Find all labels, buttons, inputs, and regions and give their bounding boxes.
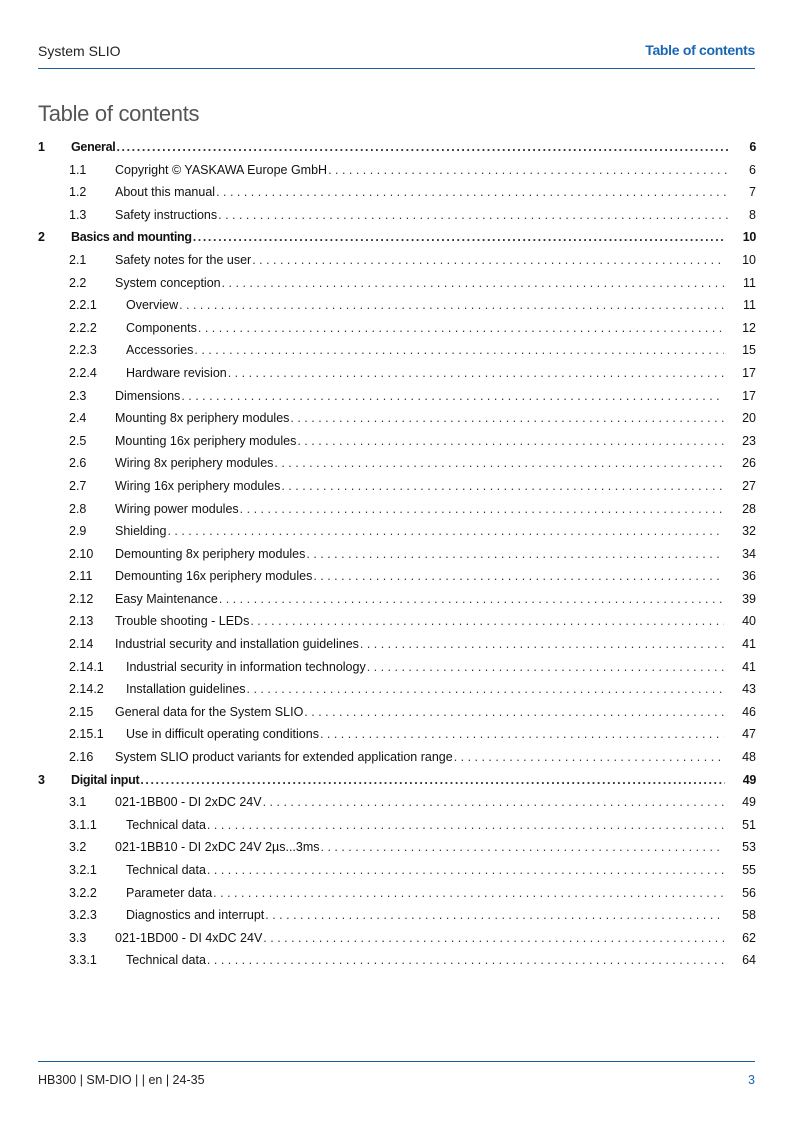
toc-entry-number: 2.16: [69, 750, 94, 765]
toc-entry-title[interactable]: Basics and mounting: [71, 230, 192, 245]
toc-entry-number: 2.9: [69, 524, 87, 539]
toc-entry-page: 11: [743, 275, 756, 290]
toc-dot-leader: [218, 208, 728, 222]
toc-entry[interactable]: [38, 769, 756, 792]
toc-dot-leader: [454, 750, 724, 764]
toc-entry-title[interactable]: Copyright © YASKAWA Europe GmbH: [115, 162, 328, 177]
toc-entry-title[interactable]: 021-1BB10 - DI 2xDC 24V 2µs...3ms: [115, 840, 320, 855]
toc-entry-line: [38, 321, 756, 335]
toc-entry-number: 2.12: [69, 591, 94, 606]
toc-entry[interactable]: [38, 498, 756, 521]
toc-entry-page: 41: [742, 659, 756, 674]
header-product-name: System SLIO: [38, 43, 121, 59]
toc-dot-leader: [181, 389, 724, 403]
toc-entry-page: 49: [742, 795, 756, 810]
toc-entry[interactable]: [38, 226, 756, 249]
toc-entry-number: 2.8: [69, 501, 87, 516]
toc-entry[interactable]: [38, 317, 756, 340]
toc-entry-line: [38, 524, 756, 538]
toc-entry-page: 28: [742, 501, 756, 516]
toc-entry-page: 51: [742, 817, 756, 832]
toc-entry-number: 3.1: [69, 795, 87, 810]
toc-entry-title[interactable]: Components: [126, 320, 197, 335]
page-footer: [38, 1061, 755, 1087]
toc-entry-page: 39: [742, 591, 756, 606]
toc-dot-leader: [207, 863, 724, 877]
toc-dot-leader: [198, 321, 724, 335]
toc-entry-page: 8: [749, 207, 756, 222]
toc-dot-leader: [263, 795, 724, 809]
toc-entry-title[interactable]: Trouble shooting - LEDs: [115, 614, 250, 629]
toc-dot-leader: [222, 276, 725, 290]
toc-entry-line: [38, 276, 756, 290]
page-header: [38, 40, 755, 69]
toc-entry-title[interactable]: Safety instructions: [115, 207, 218, 222]
toc-entry[interactable]: [38, 904, 756, 927]
toc-entry-line: [38, 343, 756, 357]
toc-dot-leader: [252, 253, 724, 267]
toc-entry-number: 3.2.2: [69, 885, 97, 900]
toc-entry-title[interactable]: Accessories: [126, 343, 194, 358]
toc-entry-line: [38, 592, 756, 606]
toc-entry-title[interactable]: Parameter data: [126, 885, 213, 900]
toc-entry[interactable]: [38, 362, 756, 385]
toc-entry-number: 2.13: [69, 614, 94, 629]
toc-entry-number: 2: [38, 230, 45, 245]
toc-dot-leader: [360, 637, 724, 651]
toc-entry[interactable]: [38, 181, 756, 204]
toc-entry-line: [38, 479, 756, 493]
toc-entry-page: 7: [749, 185, 756, 200]
toc-entry-line: [38, 908, 756, 922]
toc-entry-number: 2.15.1: [69, 727, 104, 742]
toc-entry[interactable]: [38, 814, 756, 837]
toc-entry-line: [38, 682, 756, 696]
toc-entry-line: [38, 185, 756, 199]
toc-entry-page: 53: [742, 840, 756, 855]
toc-entry-line: [38, 411, 756, 425]
toc-entry[interactable]: [38, 701, 756, 724]
toc-entry-title[interactable]: Industrial security and installation guidelines: [115, 637, 359, 652]
toc-entry-line: [38, 208, 756, 222]
toc-entry[interactable]: [38, 339, 756, 362]
header-section-title: Table of contents: [645, 42, 755, 58]
toc-dot-leader: [219, 592, 724, 606]
toc-entry-line: [38, 230, 756, 244]
toc-entry-number: 2.4: [69, 411, 87, 426]
toc-entry-number: 1: [38, 140, 45, 154]
toc-entry-title[interactable]: Dimensions: [115, 388, 181, 403]
toc-entry-page: 27: [742, 478, 756, 493]
toc-entry[interactable]: [38, 836, 756, 859]
toc-entry-line: [38, 389, 756, 403]
toc-entry-page: 62: [742, 930, 756, 945]
toc-entry-title[interactable]: Technical data: [126, 953, 206, 968]
toc-entry[interactable]: [38, 159, 756, 182]
toc-entry[interactable]: [38, 678, 756, 701]
toc-entry[interactable]: [38, 633, 756, 656]
footer-page-number: 3: [748, 1073, 755, 1087]
toc-entry-line: [38, 298, 756, 312]
toc-entry-number: 3.2.3: [69, 908, 97, 923]
toc-dot-leader: [297, 434, 724, 448]
toc-dot-leader: [216, 185, 728, 199]
toc-entry-number: 3.2.1: [69, 863, 97, 877]
toc-entry-number: 3.1.1: [69, 817, 97, 832]
toc-entry-page: 11: [743, 298, 756, 313]
toc-entry[interactable]: [38, 588, 756, 611]
toc-dot-leader: [274, 456, 724, 470]
toc-entry-page: 46: [742, 704, 756, 719]
toc-dot-leader: [313, 569, 724, 583]
toc-dot-leader: [228, 366, 724, 380]
toc-entry-page: 15: [742, 343, 756, 358]
toc-entry[interactable]: [38, 294, 756, 317]
toc-entry[interactable]: [38, 452, 756, 475]
toc-entry-page: 12: [742, 320, 756, 335]
toc-entry-title[interactable]: About this manual: [115, 185, 216, 200]
toc-entry-title[interactable]: System conception: [115, 275, 221, 290]
toc-entry-number: 1.1: [69, 162, 87, 177]
toc-entry-line: [38, 366, 756, 380]
toc-entry[interactable]: [38, 859, 756, 882]
toc-entry-number: 2.14: [69, 637, 94, 652]
toc-entry-title[interactable]: Overview: [126, 298, 179, 313]
toc-entry-line: [38, 140, 756, 154]
toc-dot-leader: [179, 298, 725, 312]
toc-entry-page: 36: [742, 569, 756, 584]
toc-entry-number: 1.2: [69, 185, 87, 200]
toc-dot-leader: [240, 502, 724, 516]
toc-entry-title[interactable]: Wiring 8x periphery modules: [115, 456, 274, 471]
toc-entry-line: [38, 727, 756, 741]
toc-entry[interactable]: [38, 204, 756, 227]
toc-entry-line: [38, 569, 756, 583]
toc-entry-title[interactable]: Industrial security in information technology: [126, 659, 366, 674]
toc-entry-page: 17: [742, 388, 756, 403]
page-title: Table of contents: [38, 101, 200, 126]
toc-dot-leader: [167, 524, 724, 538]
toc-dot-leader: [193, 230, 725, 244]
toc-entry-line: [38, 818, 756, 832]
toc-entry-number: 2.11: [69, 569, 93, 584]
toc-entry-page: 6: [749, 140, 756, 154]
toc-entry-title[interactable]: Hardware revision: [126, 365, 227, 380]
toc-entry-line: [38, 456, 756, 470]
toc-dot-leader: [250, 614, 724, 628]
toc-entry-line: [38, 660, 756, 674]
toc-entry-title[interactable]: 021-1BB00 - DI 2xDC 24V: [115, 795, 262, 810]
toc-entry-page: 23: [742, 433, 756, 448]
toc-entry-line: [38, 502, 756, 516]
toc-entry-title[interactable]: Safety notes for the user: [115, 252, 252, 267]
toc-dot-leader: [194, 343, 724, 357]
toc-entry-line: [38, 750, 756, 764]
toc-entry-line: [38, 863, 756, 877]
toc-entry[interactable]: [38, 949, 756, 972]
toc-entry-line: [38, 614, 756, 628]
toc-entry-page: 6: [749, 162, 756, 177]
toc-entry-number: 2.3: [69, 388, 87, 403]
toc-entry-number: 2.5: [69, 433, 87, 448]
toc-entry[interactable]: [38, 746, 756, 769]
toc-entry-title[interactable]: Demounting 16x periphery modules: [115, 569, 313, 584]
toc-entry[interactable]: [38, 430, 756, 453]
toc-entry-page: 64: [742, 953, 756, 968]
toc-entry-page: 26: [742, 456, 756, 471]
toc-entry-title[interactable]: General data for the System SLIO: [115, 704, 304, 719]
toc-entry-line: [38, 886, 756, 900]
toc-entry-title[interactable]: Easy Maintenance: [115, 591, 218, 606]
toc-entry-line: [38, 637, 756, 651]
toc-entry[interactable]: [38, 475, 756, 498]
toc-dot-leader: [320, 727, 724, 741]
toc-entry-page: 56: [742, 885, 756, 900]
toc-entry-number: 2.2: [69, 275, 87, 290]
toc-entry-page: 10: [742, 230, 756, 245]
toc-entry-number: 2.15: [69, 704, 94, 719]
toc-entry[interactable]: [38, 610, 756, 633]
toc-entry-line: [38, 705, 756, 719]
toc-entry[interactable]: [38, 723, 756, 746]
toc-entry-number: 2.6: [69, 456, 87, 471]
toc-dot-leader: [304, 705, 724, 719]
toc-entry-line: [38, 953, 756, 967]
toc-entry-page: 40: [742, 614, 756, 629]
toc-entry-title[interactable]: General: [71, 140, 116, 154]
toc-entry-page: 48: [742, 750, 756, 765]
toc-entry-page: 20: [742, 411, 756, 426]
toc-entry-title[interactable]: 021-1BD00 - DI 4xDC 24V: [115, 930, 263, 945]
toc-dot-leader: [207, 953, 724, 967]
toc-entry-page: 34: [742, 546, 756, 561]
toc-dot-leader: [207, 818, 724, 832]
toc-dot-leader: [328, 163, 728, 177]
toc-entry-number: 3.3.1: [69, 953, 97, 968]
toc-dot-leader: [306, 547, 724, 561]
toc-entry-page: 58: [742, 908, 756, 923]
toc-entry-number: 2.2.4: [69, 365, 97, 380]
toc-entry-number: 2.14.1: [69, 659, 104, 674]
toc-entry[interactable]: [38, 407, 756, 430]
toc-entry-title[interactable]: Use in difficult operating conditions: [126, 727, 319, 742]
toc-entry[interactable]: [38, 272, 756, 295]
toc-dot-leader: [367, 660, 724, 674]
toc-entry-number: 2.2.1: [69, 298, 97, 313]
toc-entry-title[interactable]: Diagnostics and interrupt: [126, 908, 265, 923]
toc-entry-number: 2.7: [69, 478, 87, 493]
toc-dot-leader: [265, 908, 724, 922]
toc-entry-line: [38, 931, 756, 945]
toc-entry-title[interactable]: Mounting 16x periphery modules: [115, 433, 297, 448]
toc-entry[interactable]: [38, 543, 756, 566]
toc-entry-line: [38, 795, 756, 809]
toc-dot-leader: [281, 479, 724, 493]
toc-entry-line: [38, 840, 756, 854]
toc-entry-number: 3: [38, 772, 45, 787]
toc-entry[interactable]: [38, 565, 756, 588]
toc-entry-page: 32: [742, 524, 756, 539]
footer-document-id: HB300 | SM-DIO | | en | 24-35: [38, 1073, 205, 1087]
toc-dot-leader: [213, 886, 724, 900]
toc-entry[interactable]: [38, 249, 756, 272]
toc-entry[interactable]: [38, 927, 756, 950]
toc-entry-title[interactable]: Mounting 8x periphery modules: [115, 411, 290, 426]
toc-entry-title[interactable]: Wiring 16x periphery modules: [115, 478, 281, 493]
toc-entry[interactable]: [38, 656, 756, 679]
toc-entry-page: 41: [742, 637, 756, 652]
toc-entry-number: 2.10: [69, 546, 94, 561]
toc-entry-title[interactable]: Demounting 8x periphery modules: [115, 546, 306, 561]
toc-entry-line: [38, 434, 756, 448]
toc-entry[interactable]: [38, 385, 756, 408]
toc-entry-page: 55: [742, 863, 756, 877]
toc-entry-title[interactable]: Digital input: [71, 772, 140, 787]
toc-entry[interactable]: [38, 882, 756, 905]
toc-entry-page: 43: [742, 682, 756, 697]
toc-entry-page: 47: [742, 727, 756, 742]
toc-dot-leader: [263, 931, 724, 945]
toc-entry[interactable]: [38, 791, 756, 814]
toc-entry-page: 10: [742, 252, 756, 267]
toc-dot-leader: [247, 682, 725, 696]
toc-entry-title[interactable]: Wiring power modules: [115, 501, 239, 516]
toc-entry-title[interactable]: System SLIO product variants for extended application range: [115, 750, 453, 765]
toc-dot-leader: [321, 840, 725, 854]
toc-entry-number: 2.1: [69, 252, 87, 267]
toc-entry-number: 3.3: [69, 930, 87, 945]
table-of-contents: [38, 136, 756, 972]
toc-entry-number: 1.3: [69, 207, 87, 222]
toc-entry-title[interactable]: Shielding: [115, 524, 167, 539]
toc-entry-line: [38, 253, 756, 267]
toc-entry-page: 49: [742, 772, 756, 787]
toc-entry-page: 17: [742, 365, 756, 380]
toc-entry[interactable]: [38, 520, 756, 543]
toc-entry-title[interactable]: Technical data: [126, 863, 206, 877]
toc-entry-title[interactable]: Installation guidelines: [126, 682, 246, 697]
toc-entry-number: 2.2.3: [69, 343, 97, 358]
toc-dot-leader: [116, 140, 728, 154]
toc-entry-title[interactable]: Technical data: [126, 817, 206, 832]
toc-entry[interactable]: [38, 136, 756, 159]
toc-dot-leader: [290, 411, 724, 425]
toc-entry-number: 2.14.2: [69, 682, 104, 697]
toc-entry-line: [38, 547, 756, 561]
toc-entry-line: [38, 773, 756, 787]
toc-dot-leader: [140, 773, 724, 787]
toc-entry-number: 2.2.2: [69, 320, 97, 335]
toc-entry-line: [38, 163, 756, 177]
toc-entry-number: 3.2: [69, 840, 87, 855]
